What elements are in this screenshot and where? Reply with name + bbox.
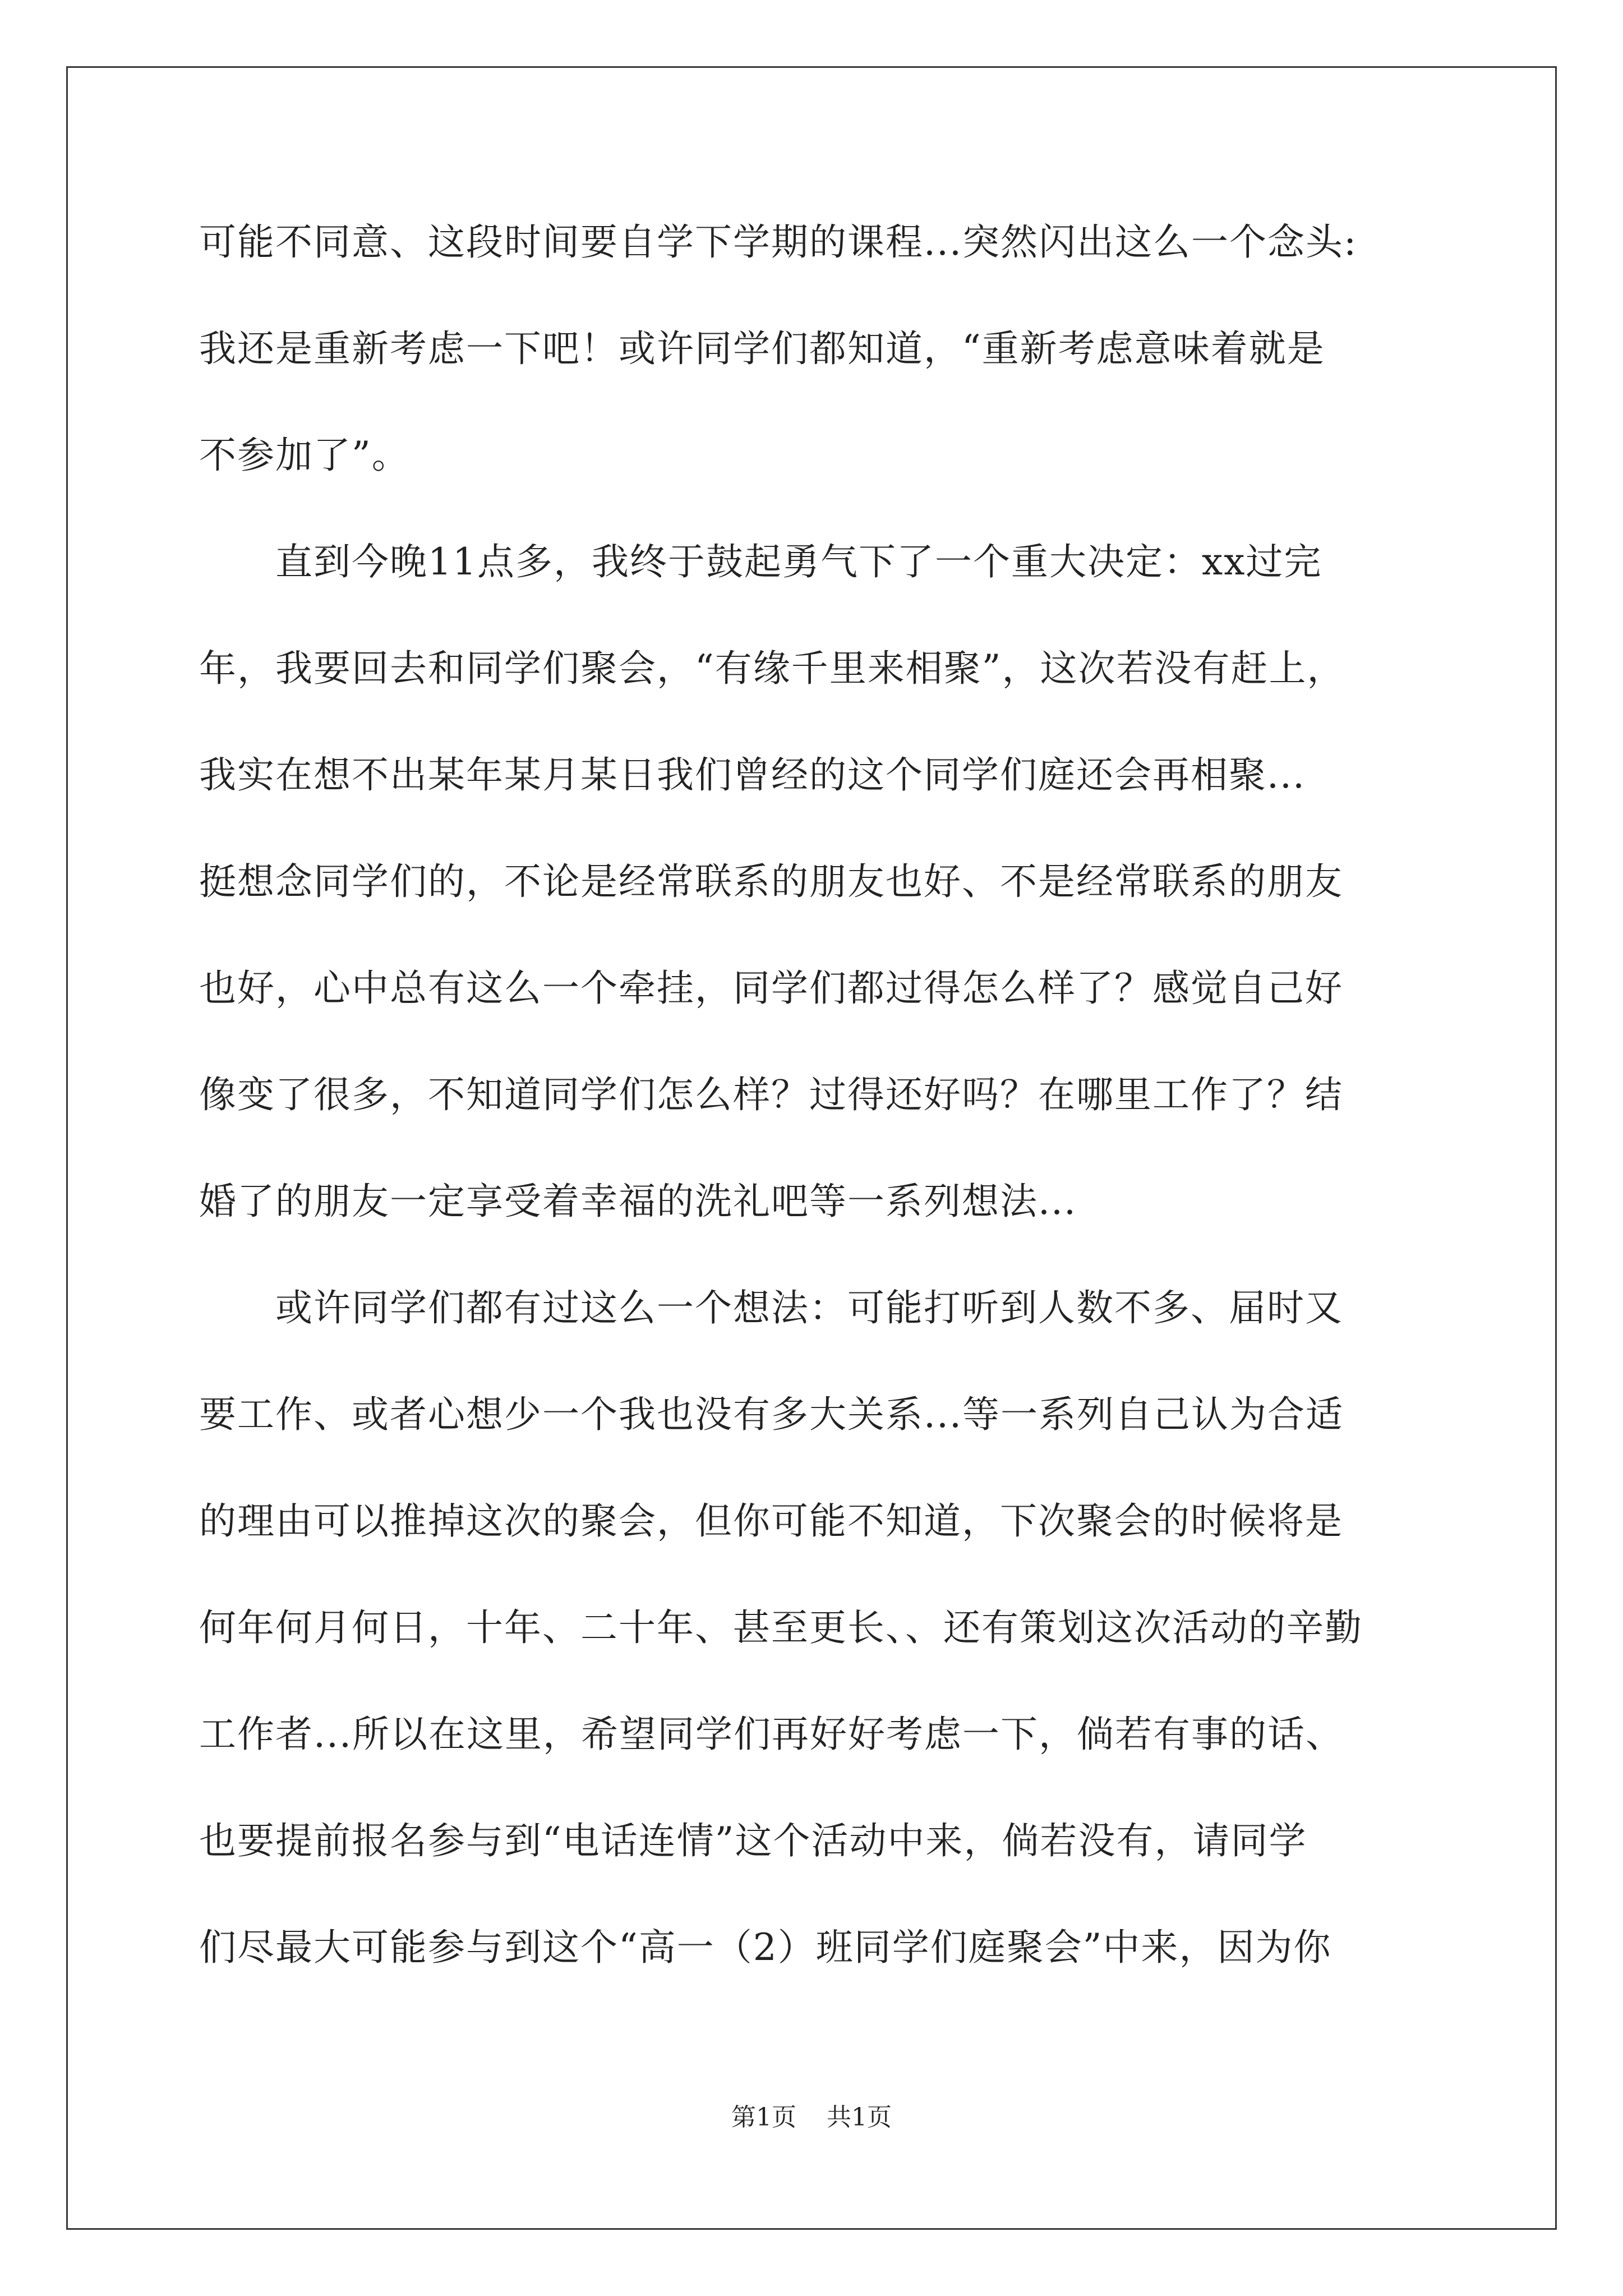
text-line: 要工作、或者心想少一个我也没有多大关系...等一系列自己认为合适 [199, 1393, 1344, 1436]
text-line: 也要提前报名参与到“电话连情”这个活动中来，倘若没有，请同学 [199, 1819, 1307, 1862]
text-line: 何年何月何日，十年、二十年、甚至更长、、还有策划这次活动的辛勤 [199, 1606, 1363, 1649]
text-line: 挺想念同学们的，不论是经常联系的朋友也好、不是经常联系的朋友 [199, 860, 1343, 903]
text-line: 可能不同意、这段时间要自学下学期的课程...突然闪出这么一个念头: [199, 220, 1358, 264]
text-line: 婚了的朋友一定享受着幸福的洗礼吧等一系列想法... [199, 1180, 1077, 1223]
text-line: 像变了很多，不知道同学们怎么样？过得还好吗？在哪里工作了？结 [199, 1073, 1343, 1116]
text-line: 我还是重新考虑一下吧！或许同学们都知道，“重新考虑意味着就是 [199, 327, 1325, 370]
page-footer [0, 2097, 1623, 2133]
page-number: 第1页 [731, 2103, 796, 2132]
text-line: 直到今晚11点多，我终于鼓起勇气下了一个重大决定：xx过完 [199, 540, 1322, 583]
text-line: 年，我要回去和同学们聚会，“有缘千里来相聚”，这次若没有赶上， [199, 647, 1345, 690]
document-body [199, 209, 1433, 2021]
text-line: 或许同学们都有过这么一个想法：可能打听到人数不多、届时又 [199, 1286, 1343, 1329]
text-line: 工作者...所以在这里，希望同学们再好好考虑一下，倘若有事的话、 [199, 1713, 1344, 1756]
text-line: 们尽最大可能参与到这个“高一（2）班同学们庭聚会”中来，因为你 [199, 1926, 1332, 1969]
text-line: 不参加了”。 [199, 434, 410, 477]
text-line: 的理由可以推掉这次的聚会，但你可能不知道，下次聚会的时候将是 [199, 1499, 1343, 1543]
page-total: 共1页 [827, 2103, 892, 2132]
text-line: 也好，心中总有这么一个牵挂，同学们都过得怎么样了？感觉自己好 [199, 967, 1343, 1010]
text-line: 我实在想不出某年某月某日我们曾经的这个同学们庭还会再相聚... [199, 753, 1306, 797]
